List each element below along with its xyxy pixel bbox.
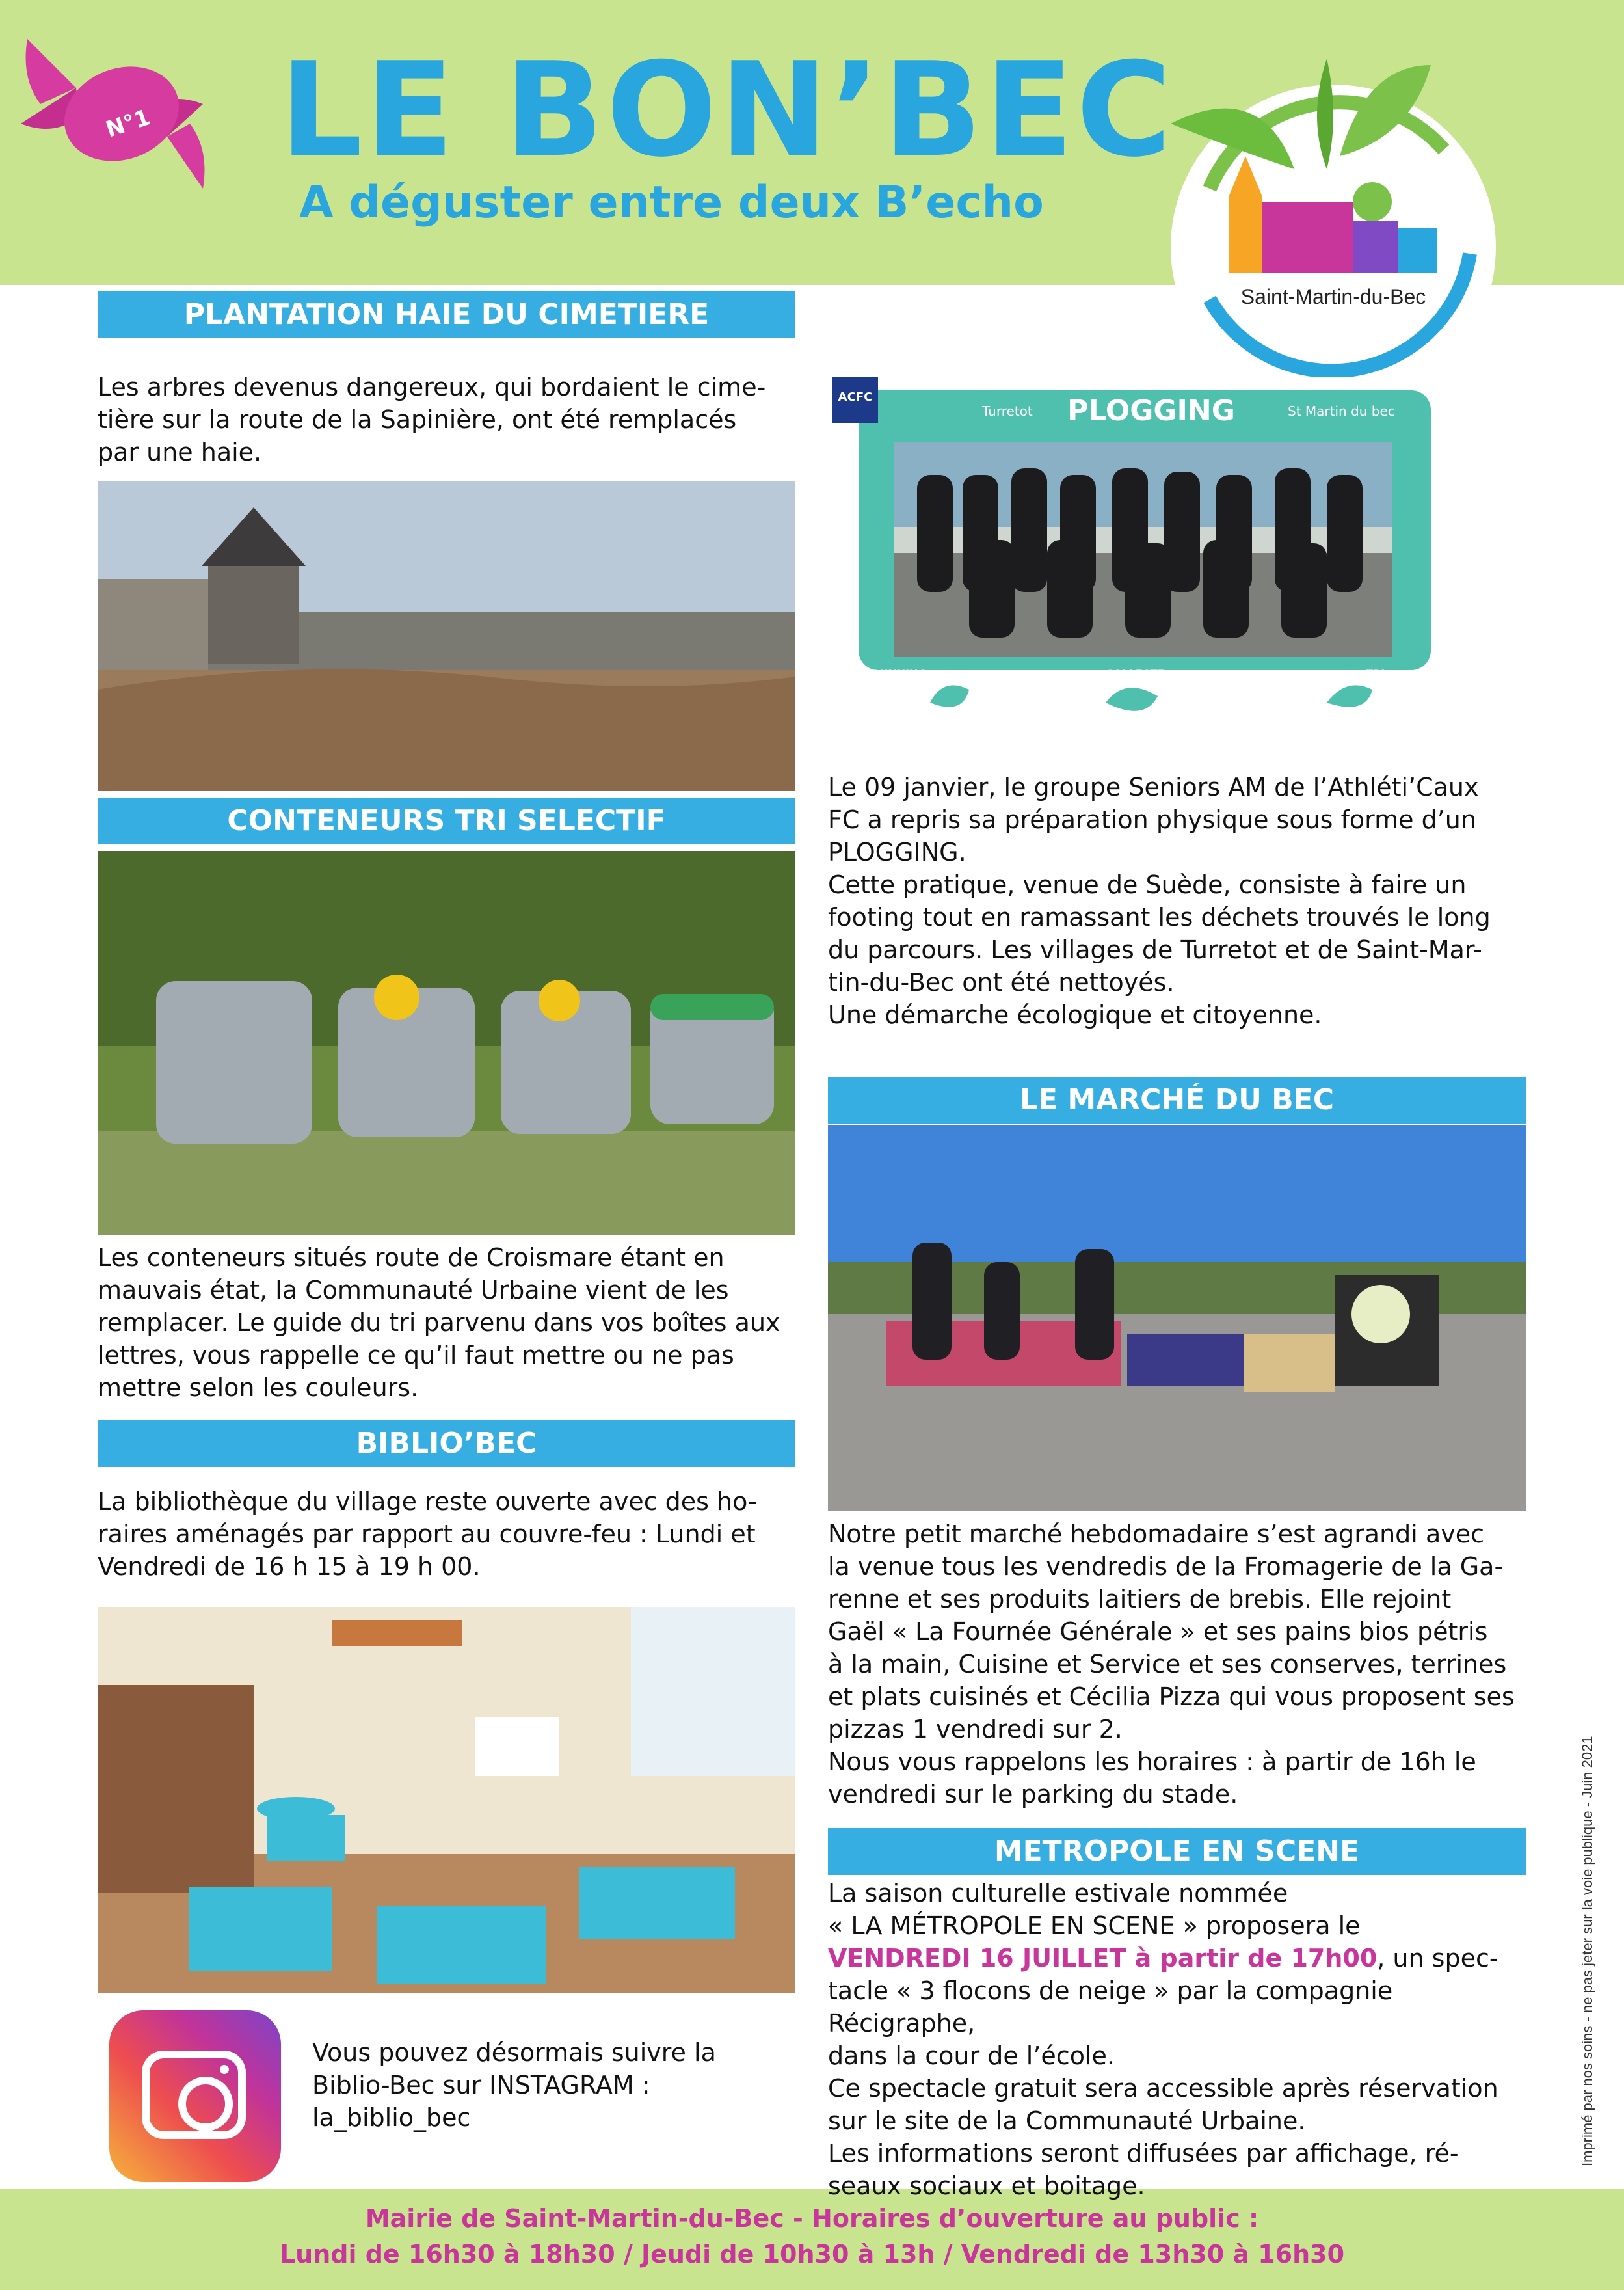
text-line: vendredi sur le parking du stade.	[828, 1780, 1238, 1809]
conteneurs-text	[98, 1241, 795, 1404]
text-line: footing tout en ramassant les déchets trouvés le long	[828, 903, 1491, 932]
text-line: lettres, vous rappelle ce qu’il faut mettre ou ne pas	[98, 1341, 734, 1369]
village-logo	[1132, 39, 1496, 403]
poster-left-label: Turretot	[982, 403, 1033, 419]
text-line: dans la cour de l’école.	[828, 2041, 1115, 2070]
poster-footer-label: RUNNING	[872, 667, 927, 680]
text-line: raires aménagés par rapport au couvre-feu : Lundi et	[98, 1520, 756, 1548]
text-line: pizzas 1 vendredi sur 2.	[828, 1715, 1123, 1744]
text-line: tacle « 3 flocons de neige » par la compagnie Récigraphe,	[828, 1976, 1393, 2038]
text-line	[828, 1942, 1526, 1974]
text-line: Vous pouvez désormais suivre la	[312, 2038, 716, 2067]
text-line: PLOGGING.	[828, 838, 966, 867]
text-line: remplacer. Le guide du tri parvenu dans vos boîtes aux	[98, 1308, 780, 1337]
text-line: et plats cuisinés et Cécilia Pizza qui vous proposent ses	[828, 1682, 1515, 1711]
text-line: Biblio-Bec sur INSTAGRAM :	[312, 2071, 650, 2099]
logo-caption: Saint-Martin-du-Bec	[1240, 285, 1426, 308]
page-title: LE BON’BEC	[280, 34, 1175, 186]
text-line: Les informations seront diffusées par affichage, ré-	[828, 2139, 1459, 2168]
text-line: la venue tous les vendredis de la Fromagerie de la Ga-	[828, 1552, 1504, 1581]
camera-icon	[142, 2051, 246, 2139]
footer-line: Lundi de 16h30 à 18h30 / Jeudi de 10h30 à 13h / Vendredi de 13h30 à 16h30	[279, 2240, 1345, 2269]
print-notice: Imprimé par nos soins - ne pas jeter sur la voie publique - Juin 2021	[1579, 1736, 1595, 2166]
plogging-poster	[832, 377, 1457, 755]
club-badge: ACFC	[838, 390, 873, 404]
text-line: du parcours. Les villages de Turretot et de Saint-Mar-	[828, 936, 1482, 964]
metropole-text	[828, 1877, 1526, 2202]
biblio-text	[98, 1485, 795, 1583]
text-line: La bibliothèque du village reste ouverte avec des ho-	[98, 1487, 757, 1516]
text-line: Notre petit marché hebdomadaire s’est agrandi avec	[828, 1520, 1484, 1548]
text-line: Les conteneurs situés route de Croismare étant en	[98, 1243, 725, 1272]
text-line: La saison culturelle estivale nommée	[828, 1879, 1288, 1907]
text-fragment: , un spec-	[1377, 1944, 1498, 1973]
text-line: sur le site de la Communauté Urbaine.	[828, 2107, 1306, 2135]
containers-photo	[98, 851, 795, 1235]
poster-footer-label: COLLECTE	[1106, 667, 1165, 680]
text-line: à la main, Cuisine et Service et ses conserves, terrines	[828, 1650, 1507, 1678]
poster-footer-label: TRI	[1366, 667, 1385, 680]
heading-metropole: METROPOLE EN SCENE	[828, 1828, 1526, 1875]
library-photo	[98, 1607, 795, 1993]
poster-title: PLOGGING	[1067, 394, 1235, 427]
text-line: mauvais état, la Communauté Urbaine vient de les	[98, 1276, 729, 1304]
instagram-handle[interactable]: la_biblio_bec	[312, 2103, 471, 2132]
cemetery-photo	[98, 481, 795, 791]
text-line: « LA MÉTROPOLE EN SCENE » proposera le	[828, 1911, 1361, 1940]
issue-number: N°1	[102, 104, 154, 143]
heading-biblio: BIBLIO’BEC	[98, 1420, 795, 1467]
candy-icon	[14, 26, 209, 202]
text-line: Une démarche écologique et citoyenne.	[828, 1001, 1322, 1029]
text-line: Vendredi de 16 h 15 à 19 h 00.	[98, 1552, 481, 1581]
heading-conteneurs: CONTENEURS TRI SELECTIF	[98, 798, 795, 844]
text-line: tin-du-Bec ont été nettoyés.	[828, 968, 1175, 997]
text-line: Nous vous rappelons les horaires : à partir de 16h le	[828, 1747, 1476, 1776]
instagram-text	[312, 2036, 767, 2134]
text-line: FC a repris sa préparation physique sous forme d’un	[828, 805, 1476, 834]
instagram-icon[interactable]	[109, 2010, 281, 2182]
market-photo	[828, 1125, 1526, 1511]
text-line: mettre selon les couleurs.	[98, 1373, 419, 1402]
text-line: tière sur la route de la Sapinière, ont été remplacés	[98, 405, 737, 434]
plogging-text	[828, 771, 1526, 1031]
text-line: Ce spectacle gratuit sera accessible après réservation	[828, 2074, 1498, 2103]
footer-line: Mairie de Saint-Martin-du-Bec - Horaires d’ouverture au public :	[365, 2204, 1259, 2233]
text-line: renne et ses produits laitiers de brebis. Elle rejoint	[828, 1585, 1452, 1613]
marche-text	[828, 1518, 1526, 1811]
heading-marche: LE MARCHÉ DU BEC	[828, 1077, 1526, 1124]
text-line: Les arbres devenus dangereux, qui bordaient le cime-	[98, 373, 766, 401]
poster-right-label: St Martin du bec	[1288, 403, 1395, 419]
event-date: VENDREDI 16 JUILLET à partir de 17h00	[828, 1944, 1378, 1973]
footer-hours	[0, 2201, 1624, 2272]
text-line: seaux sociaux et boitage.	[828, 2172, 1145, 2200]
text-line: Cette pratique, venue de Suède, consiste à faire un	[828, 870, 1467, 899]
text-line: Gaël « La Fournée Générale » et ses pains bios pétris	[828, 1617, 1488, 1646]
page-subtitle: A déguster entre deux B’echo	[299, 177, 1044, 228]
heading-plantation: PLANTATION HAIE DU CIMETIERE	[98, 291, 795, 338]
text-line: par une haie.	[98, 438, 262, 466]
text-line: Le 09 janvier, le groupe Seniors AM de l’Athléti’Caux	[828, 773, 1479, 801]
plantation-text	[98, 371, 795, 468]
